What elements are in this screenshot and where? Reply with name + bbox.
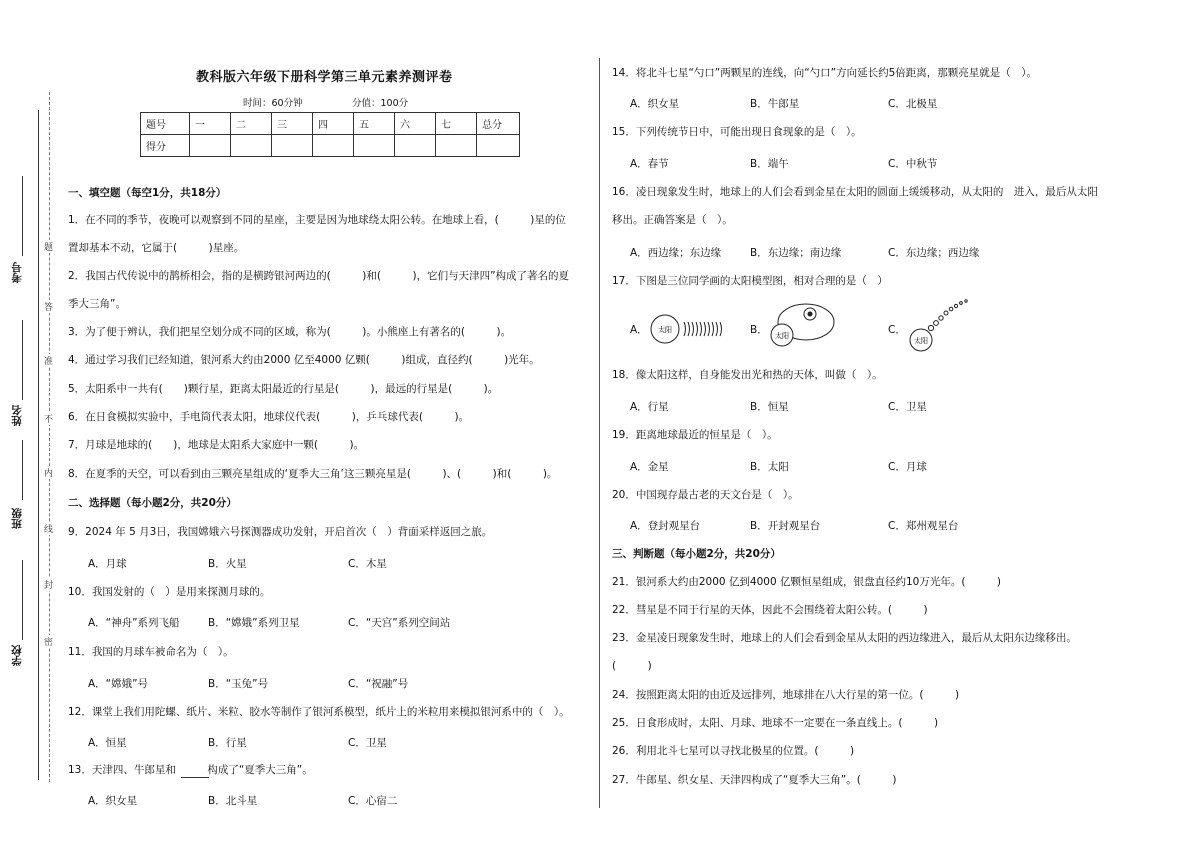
question-line: 3．为了便于辨认，我们把星空划分成不同的区域，称为( )。小熊座上有著名的( )。 [68,326,512,338]
option-b[interactable]: B．“玉兔”号 [208,678,269,690]
judge-line: 25．日食形成时，太阳、月球、地球不一定要在一条直线上。( ) [612,717,939,729]
binding-char: 密 [44,635,53,648]
judge-line: 23．金星凌日现象发生时，地球上的人们会看到金星从太阳的西边缘进入，最后从太阳东边缘移出。 [612,632,1077,644]
binding-char: 封 [44,578,53,591]
option-b[interactable]: B．火星 [208,558,247,570]
question-line: 1．在不同的季节，夜晚可以观察到不同的星座，主要是因为地球绕太阳公转。在地球上看，( )星的位 [68,214,566,226]
table-cell: 七 [436,113,477,135]
option-c[interactable]: C．“祝融”号 [348,678,409,690]
option-c[interactable]: C．北极星 [888,98,938,110]
option-a[interactable]: A．西边缘；东边缘 [630,247,722,259]
option-c[interactable]: C．卫星 [888,401,927,413]
score-input-cell[interactable] [190,135,231,157]
judge-line: 21．银河系大约由2000 亿到4000 亿颗恒星组成，银盘直径约10万光年。( ) [612,576,1002,588]
binding-label-class: 班级 [11,508,23,529]
question-line: 6．在日食模拟实验中，手电筒代表太阳，地球仪代表( )，乒乓球代表( )。 [68,411,470,423]
binding-label-name: 姓名 [11,405,23,426]
binding-char: 内 [44,466,53,479]
score-input-cell[interactable] [395,135,436,157]
question-line: 4．通过学习我们已经知道，银河系大约由2000 亿至4000 亿颗( )组成，直径约( )光年。 [68,354,540,366]
question-text: 10．我国发射的（ ）是用来探测月球的。 [68,586,271,598]
table-cell: 四 [313,113,354,135]
table-cell: 六 [395,113,436,135]
table-cell: 题号 [141,113,190,135]
option-c[interactable]: C．郑州观星台 [888,520,959,532]
binding-char: 准 [44,354,53,367]
table-cell: 一 [190,113,231,135]
sun-model-a-figure [648,310,738,348]
option-a[interactable]: A．金星 [630,461,669,473]
option-a[interactable]: A．“嫦娥”号 [88,678,149,690]
option-b[interactable]: B．北斗星 [208,795,258,807]
option-c[interactable]: C．心宿二 [348,795,398,807]
sun-model-c-figure [905,298,975,356]
section-heading: 一、填空题（每空1分，共18分） [68,187,227,199]
judge-line: 27．牛郎星、织女星、天津四构成了“夏季大三角”。( ) [612,774,897,786]
question-text: 19．距离地球最近的恒星是（ ）。 [612,429,778,441]
option-c[interactable]: C．中秋节 [888,158,938,170]
score-input-cell[interactable] [272,135,313,157]
score-table [140,112,520,157]
question-line: 8．在夏季的天空，可以看到由三颗亮星组成的‘夏季大三角’这三颗亮星是( )、( )和( )。 [68,468,558,480]
binding-field-school[interactable] [22,560,23,640]
question-text: 13．天津四、牛郎星和 构成了“夏季大三角”。 [68,764,313,776]
option-c[interactable]: C．木星 [348,558,387,570]
binding-char: 题 [44,240,53,253]
question-text: 16．凌日现象发生时，地球上的人们会看到金星在太阳的圆面上缓缓移动，从太阳的 进入，最后从太阳 [612,186,1098,198]
option-a[interactable]: A．“神舟”系列飞船 [88,617,180,629]
option-b[interactable]: B．“嫦娥”系列卫星 [208,617,300,629]
binding-label-exam-no: 考号 [11,262,23,283]
question-line: 2．我国古代传说中的鹊桥相会，指的是横跨银河两边的( )和( )，它们与天津四”构成了著名的夏 [68,270,570,282]
option-a[interactable]: A．春节 [630,158,669,170]
question-text: 20．中国现存最古老的天文台是（ ）。 [612,489,799,501]
option-c[interactable]: C．月球 [888,461,927,473]
question-text-cont: 移出。正确答案是（ ）。 [612,214,733,226]
option-b[interactable]: B．东边缘；南边缘 [750,247,842,259]
page-title: 教科版六年级下册科学第三单元素养测评卷 [196,70,453,85]
option-a[interactable]: A． [630,324,648,336]
option-a[interactable]: A．行星 [630,401,669,413]
option-b[interactable]: B．行星 [208,737,247,749]
option-b[interactable]: B． [750,324,768,336]
table-cell: 总分 [477,113,520,135]
table-cell: 得分 [141,135,190,157]
binding-dashed-line [49,92,50,782]
option-a[interactable]: A．织女星 [630,98,680,110]
option-c[interactable]: C．卫星 [348,737,387,749]
option-b[interactable]: B．牛郎星 [750,98,800,110]
option-b[interactable]: B．端午 [750,158,789,170]
option-a[interactable]: A．织女星 [88,795,138,807]
question-line: 季大三角”。 [68,298,126,310]
question-line: 7．月球是地球的( )，地球是太阳系大家庭中一颗( )。 [68,439,365,451]
exam-score: 分值：100分 [352,98,409,109]
question-text: 17．下图是三位同学画的太阳模型图，相对合理的是（ ） [612,275,888,287]
judge-line: 22．彗星是不同于行星的天体，因此不会围绕着太阳公转。( ) [612,604,928,616]
table-cell: 五 [354,113,395,135]
option-c[interactable]: C． [888,324,906,336]
section-heading: 二、选择题（每小题2分，共20分） [68,497,237,509]
section-heading: 三、判断题（每小题2分，共20分） [612,548,781,560]
binding-solid-line [38,110,39,780]
question-line: 置却基本不动，它属于( )星座。 [68,242,245,254]
sun-model-b-figure [766,300,836,350]
judge-line: 26．利用北斗七星可以寻找北极星的位置。( ) [612,745,855,757]
option-b[interactable]: B．太阳 [750,461,789,473]
binding-field-exam-no[interactable] [22,176,23,256]
binding-char: 答 [44,300,53,313]
binding-char: 不 [44,412,53,425]
score-input-cell[interactable] [477,135,520,157]
option-a[interactable]: A．月球 [88,558,127,570]
option-c[interactable]: C．“天宫”系列空间站 [348,617,451,629]
table-cell: 三 [272,113,313,135]
question-text: 12．课堂上我们用陀螺、纸片、米粒、胶水等制作了银河系模型，纸片上的米粒用来模拟银河系中的（ ）。 [68,706,570,718]
sun-label: 太阳 [658,326,672,334]
score-table-row [141,135,520,157]
score-input-cell[interactable] [231,135,272,157]
score-input-cell[interactable] [313,135,354,157]
score-table-row [141,113,520,135]
question-line: 5．太阳系中一共有( )颗行星，距离太阳最近的行星是( )，最远的行星是( )。 [68,383,499,395]
exam-time: 时间：60分钟 [243,98,303,109]
table-cell: 二 [231,113,272,135]
option-c[interactable]: C．东边缘；西边缘 [888,247,980,259]
score-input-cell[interactable] [436,135,477,157]
option-b[interactable]: B．恒星 [750,401,789,413]
question-text: 14．将北斗七星“勺口”两颗星的连线，向“勺口”方向延长约5倍距离，那颗亮星就是（ ）。 [612,67,1038,79]
binding-field-name[interactable] [22,320,23,400]
question-text: 9．2024 年 5 月3日，我国嫦娥六号探测器成功发射，开启首次（ ）背面采样返回之旅。 [68,526,493,538]
binding-field-class[interactable] [22,440,23,500]
column-divider [599,58,600,808]
option-b[interactable]: B．开封观星台 [750,520,821,532]
score-input-cell[interactable] [354,135,395,157]
sun-label: 太阳 [775,332,789,340]
binding-char: 线 [44,522,53,535]
binding-label-school: 学校 [11,645,23,666]
judge-line: ( ) [612,660,652,672]
question-text: 11．我国的月球车被命名为（ ）。 [68,646,234,658]
sun-label: 太阳 [914,337,928,345]
question-text: 18．像太阳这样，自身能发出光和热的天体，叫做（ ）。 [612,369,883,381]
option-a[interactable]: A．登封观星台 [630,520,701,532]
blank-underline[interactable] [181,777,209,778]
question-text: 15．下列传统节日中，可能出现日食现象的是（ ）。 [612,126,862,138]
option-a[interactable]: A．恒星 [88,737,127,749]
judge-line: 24．按照距离太阳的由近及远排列，地球排在八大行星的第一位。( ) [612,689,960,701]
